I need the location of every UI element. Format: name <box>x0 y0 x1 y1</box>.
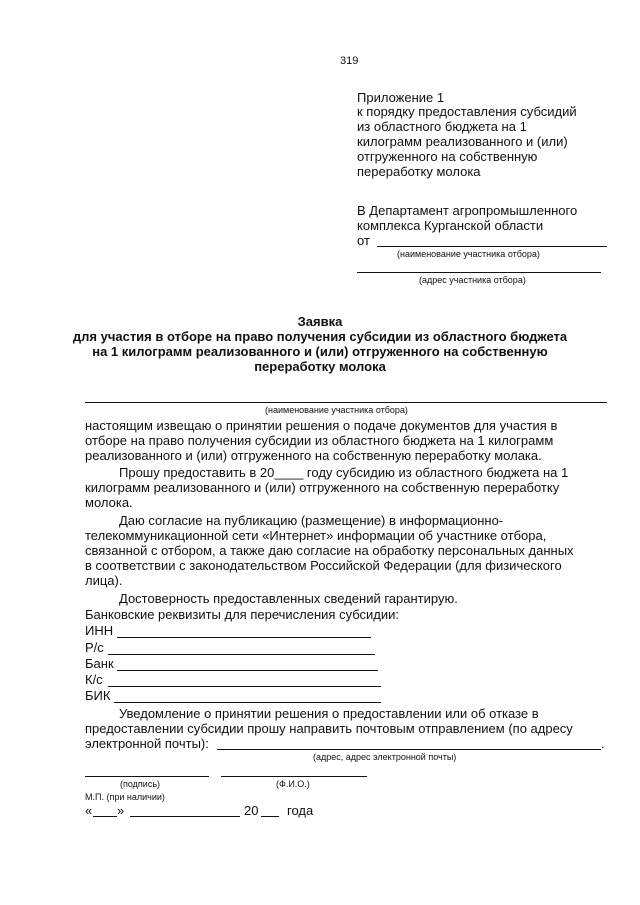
bank-name-field[interactable] <box>117 670 378 671</box>
account-field[interactable] <box>108 654 375 655</box>
bank-field-label: К/с <box>85 672 103 687</box>
date-year-prefix: 20 <box>244 803 259 818</box>
paragraph-line: килограмм реализованного и (или) отгруженного на собственную переработку <box>85 480 560 495</box>
paragraph-line: настоящим извещаю о принятии решения о подаче документов для участия в <box>85 418 558 433</box>
paragraph-line: телекоммуникационной сети «Интернет» информации об участнике отбора, <box>85 528 547 543</box>
paragraph-line: лица). <box>85 573 123 588</box>
document-subtitle-line: для участия в отборе на право получения субсидии из областного бюджета <box>72 329 568 344</box>
date-open-quote: « <box>85 803 93 818</box>
date-month-field[interactable] <box>130 816 240 817</box>
date-day-field[interactable] <box>93 816 117 817</box>
participant-name-field[interactable] <box>377 246 607 247</box>
seal-note: М.П. (при наличии) <box>85 792 165 802</box>
guarantee-line: Достоверность предоставленных сведений гарантирую. <box>119 591 458 606</box>
paragraph-line: реализованного и (или) отгруженного на собственную переработку молака. <box>85 448 542 463</box>
notice-line: предоставлении субсидии прошу направить почтовым отправлением (по адресу <box>85 721 573 736</box>
bank-field-label: ИНН <box>85 623 114 638</box>
body-participant-caption: (наименование участника отбора) <box>265 405 408 415</box>
notification-address-field[interactable] <box>217 749 601 750</box>
bik-field[interactable] <box>114 702 381 703</box>
participant-name-caption: (наименование участника отбора) <box>397 249 540 259</box>
appendix-line: из областного бюджета на 1 <box>357 119 527 134</box>
signature-field[interactable] <box>85 776 209 777</box>
appendix-title: Приложение 1 <box>357 90 445 105</box>
appendix-line: к порядку предоставления субсидий <box>357 104 577 119</box>
page-number: 319 <box>340 55 359 67</box>
document-title: Заявка <box>297 314 343 329</box>
body-participant-field[interactable] <box>85 402 607 403</box>
paragraph-line: Прошу предоставить в 20____ году субсидию из областного бюджета на 1 <box>119 465 569 480</box>
addressee-line: В Департамент агропромышленного <box>357 203 578 218</box>
paragraph-line: отборе на право получения субсидии из областного бюджета на 1 килограмм <box>85 433 554 448</box>
signature-caption: (подпись) <box>120 779 161 789</box>
paragraph-line: молока. <box>85 495 133 510</box>
inn-field[interactable] <box>117 637 371 638</box>
addressee-line: комплекса Курганской области <box>357 218 544 233</box>
appendix-line: переработку молока <box>357 164 481 179</box>
notice-line: электронной почты): <box>85 736 209 751</box>
notice-line: Уведомление о принятии решения о предоставлении или об отказе в <box>119 706 539 721</box>
bank-field-label: Банк <box>85 656 114 671</box>
paragraph-line: связанной с отбором, а также даю согласие на обработку персональных данных <box>85 543 574 558</box>
full-name-field[interactable] <box>221 776 367 777</box>
date-close-quote: » <box>117 803 125 818</box>
participant-address-caption: (адрес участника отбора) <box>419 275 526 285</box>
date-year-field[interactable] <box>261 816 279 817</box>
paragraph-line: Даю согласие на публикацию (размещение) в информационно- <box>119 513 504 528</box>
participant-address-field[interactable] <box>357 272 601 273</box>
paragraph-line: в соответствии с законодательством Российской Федерации (для физического <box>85 558 562 573</box>
notice-end-mark: . <box>601 736 605 751</box>
notification-address-caption: (адрес, адрес электронной почты) <box>313 752 457 762</box>
correspondent-account-field[interactable] <box>108 686 381 687</box>
appendix-line: килограмм реализованного и (или) <box>357 134 568 149</box>
full-name-caption: (Ф.И.О.) <box>276 779 310 789</box>
date-year-suffix: года <box>287 803 314 818</box>
bank-details-title: Банковские реквизиты для перечисления субсидии: <box>85 607 399 622</box>
document-subtitle-line: на 1 килограмм реализованного и (или) отгруженного на собственную <box>92 344 548 359</box>
document-subtitle-line: переработку молока <box>254 359 386 374</box>
bank-field-label: БИК <box>85 688 111 703</box>
bank-field-label: Р/с <box>85 640 104 655</box>
from-label: от <box>357 233 370 248</box>
appendix-line: отгруженного на собственную <box>357 149 538 164</box>
